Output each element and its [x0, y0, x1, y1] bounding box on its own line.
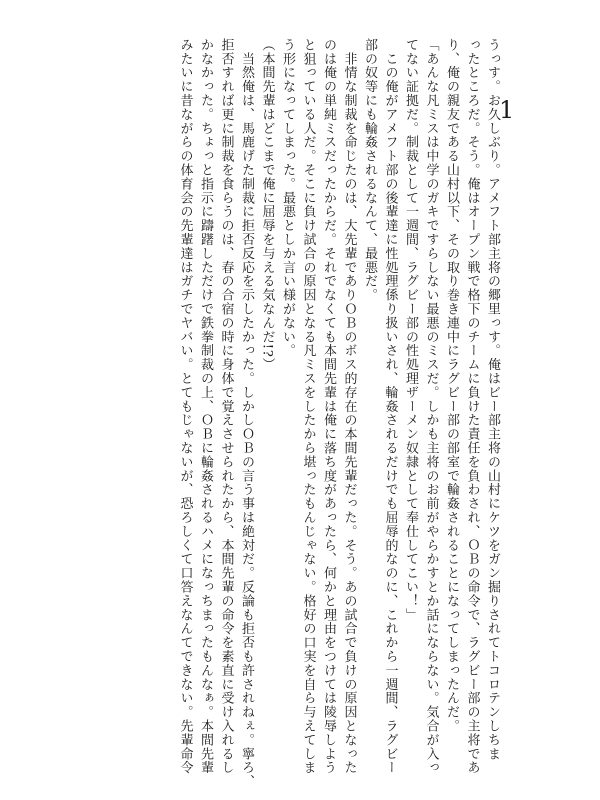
text-line: り、俺の親友である山村以下、その取り巻き連中にラグビー部の部室で輪姦されることになってしまったんだ。 — [444, 38, 459, 733]
body-text — [174, 38, 502, 789]
text-line: てない証拠だ。制裁として一週間、ラグビー部の性処理ザーメン奴隷として奉仕してこい！」 — [403, 38, 418, 622]
text-line: 部の奴等にも輪姦されるなんて、最悪だ。 — [362, 38, 377, 303]
text-line: （本間先輩はどこまで俺に屈辱を与える気なんだ!?） — [259, 38, 275, 372]
text-line: のは俺の単純ミスだったからだ。それでなくても本間先輩は俺に落ち度があったら、何かと理由をつけては陵辱しよう — [321, 38, 336, 775]
page-number: 1 — [499, 96, 515, 124]
text-line: この俺がアメフト部の後輩達に性処理係り扱いされ、輪姦されるだけでも屈辱的なのに、これから一週間、ラグビー — [382, 38, 398, 775]
text-line: う形になってしまった。最悪としか言い様がない。 — [280, 38, 295, 358]
text-line: うっす。お久しぶり。アメフト部主将の郷里っす。俺はビー部主将の山村にケツをガン掘りされてトコロテンしちま — [485, 38, 500, 761]
text-line: かなかった。ちょっと指示に躊躇しただけで鉄拳制裁の上、ＯＢに輪姦されるハメになっちまったもんなぁ。本間先輩 — [198, 38, 213, 775]
text-line: 拒否すれば更に制裁を食らうのは、春の合宿の時に身体で覚えさせられたから、本間先輩の命令を素直に受け入れるし — [218, 38, 234, 775]
text-line: 当然俺は、馬鹿げた制裁に拒否反応を示したかった。しかしＯＢの言う事は絶対だ。反論も拒否も許されねぇ。寧ろ、 — [239, 38, 254, 789]
text-line: みたいに昔ながらの体育会の先輩達はガチでヤバい。とてもじゃないが、恐ろしくて口答えなんてできない。先輩命令 — [177, 38, 193, 775]
text-line: ったところだ。そう。俺はオープン戦で格下のチームに負けた責任を負わされ、ＯＢの命令で、ラグビー部の主将であ — [464, 38, 480, 775]
text-line: と狙っている人だ。そこに負け試合の原因となる凡ミスをしたから堪ったもんじゃない。格好の口実を自ら与えてしま — [300, 38, 316, 775]
text-line: 「あんな凡ミスは中学のガキですらしない最悪のミスだ。しかも主将のお前がやらかすとか話にならない。気合が入っ — [423, 38, 439, 775]
text-line: 非情な制裁を命じたのは、大先輩でありＯＢのボス的存在の本間先輩だった。そう。あの試合で負けの原因となった — [341, 38, 357, 775]
